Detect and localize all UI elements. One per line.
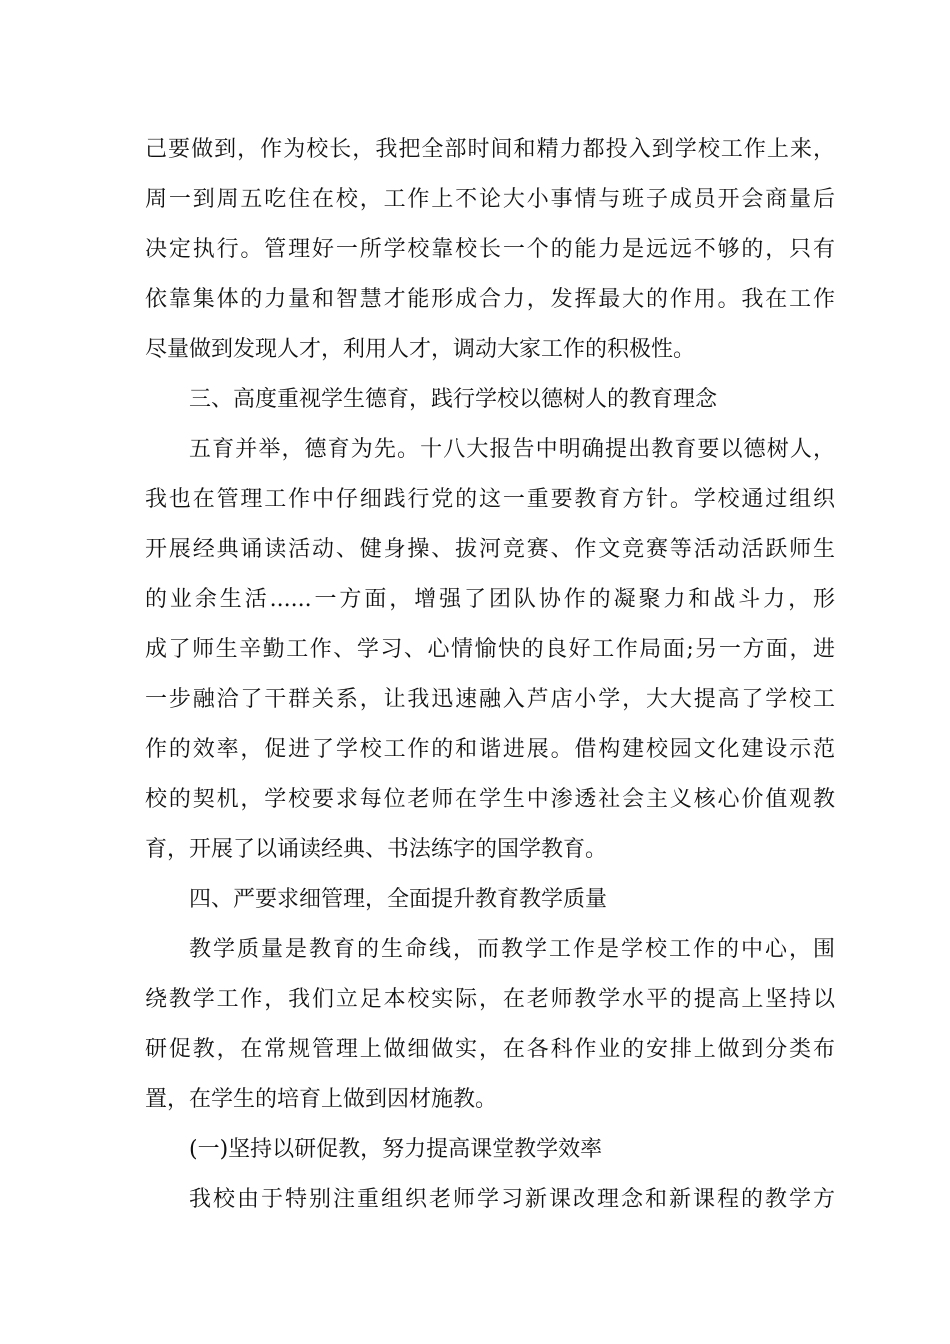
text-line: 作的效率，促进了学校工作的和谐进展。借构建校园文化建设示范 <box>145 737 835 762</box>
text-line: 五育并举，德育为先。十八大报告中明确提出教育要以德树人， <box>189 437 835 462</box>
text-line: 我校由于特别注重组织老师学习新课改理念和新课程的教学方 <box>189 1187 835 1212</box>
text-line: 周一到周五吃住在校，工作上不论大小事情与班子成员开会商量后 <box>145 187 835 212</box>
text-line: 尽量做到发现人才，利用人才，调动大家工作的积极性。 <box>145 337 696 362</box>
text-line: 的业余生活......一方面，增强了团队协作的凝聚力和战斗力，形 <box>145 587 835 612</box>
text-line: 置，在学生的培育上做到因材施教。 <box>145 1087 498 1112</box>
text-line: 依靠集体的力量和智慧才能形成合力，发挥最大的作用。我在工作 <box>145 287 835 312</box>
text-line: 成了师生辛勤工作、学习、心情愉快的良好工作局面;另一方面，进 <box>145 637 835 662</box>
text-line: 开展经典诵读活动、健身操、拔河竞赛、作文竞赛等活动活跃师生 <box>145 537 835 562</box>
text-line: 研促教，在常规管理上做细做实，在各科作业的安排上做到分类布 <box>145 1037 835 1062</box>
text-line: 校的契机，学校要求每位老师在学生中渗透社会主义核心价值观教 <box>145 787 835 812</box>
text-line: 决定执行。管理好一所学校靠校长一个的能力是远远不够的，只有 <box>145 237 835 262</box>
section-heading: 三、高度重视学生德育，践行学校以德树人的教育理念 <box>189 387 718 412</box>
document-body <box>145 125 835 1225</box>
text-line: 绕教学工作，我们立足本校实际，在老师教学水平的提高上坚持以 <box>145 987 835 1012</box>
text-line: 教学质量是教育的生命线，而教学工作是学校工作的中心，围 <box>189 937 835 962</box>
text-line: 育，开展了以诵读经典、书法练字的国学教育。 <box>145 837 608 862</box>
subsection-heading: (一)坚持以研促教，努力提高课堂教学效率 <box>189 1137 603 1162</box>
text-line: 己要做到，作为校长，我把全部时间和精力都投入到学校工作上来， <box>145 137 835 162</box>
text-line: 一步融洽了干群关系，让我迅速融入芦店小学，大大提高了学校工 <box>145 687 835 712</box>
text-line: 我也在管理工作中仔细践行党的这一重要教育方针。学校通过组织 <box>145 487 835 512</box>
section-heading: 四、严要求细管理，全面提升教育教学质量 <box>189 887 608 912</box>
